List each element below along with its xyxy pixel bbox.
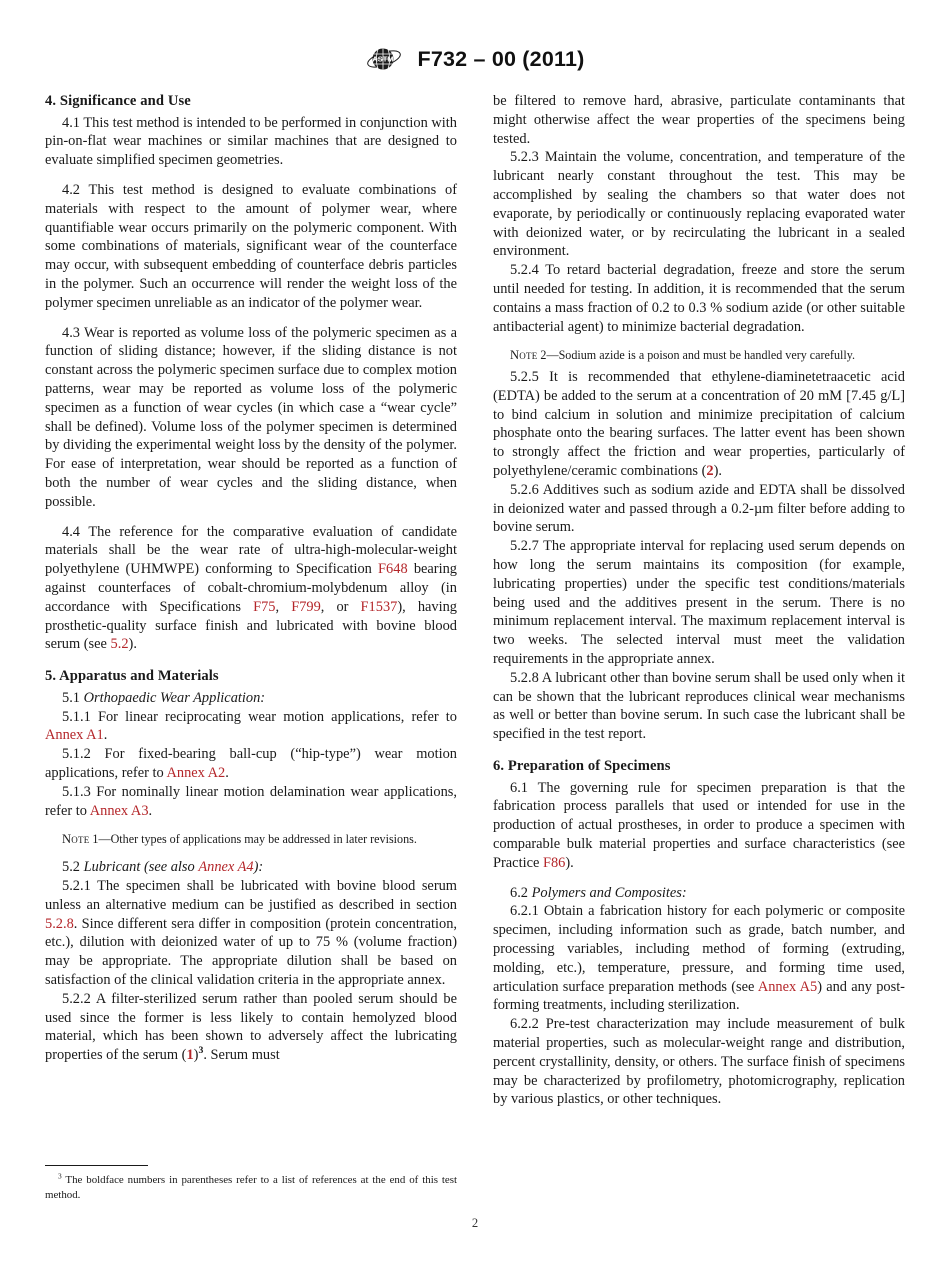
link-section-5-2-8[interactable]: 5.2.8 — [45, 915, 74, 932]
right-column — [493, 92, 905, 1202]
paragraph-text: . Serum must — [203, 1047, 280, 1064]
section-heading-4: 4. Significance and Use — [45, 93, 191, 109]
link-spec-f1537[interactable]: F1537 — [360, 598, 398, 615]
paragraph-number: 5.1.1 — [62, 708, 91, 725]
paragraph-4-2 — [45, 181, 457, 313]
paragraph-number: 5.2.6 — [510, 481, 539, 498]
paragraph-number: 5.1.2 — [62, 746, 91, 763]
paragraph-5-2-5 — [493, 368, 905, 481]
paragraph-text: The appropriate interval for replacing used serum depends on how long the serum maintains its composition (for example, lubricating properties) under the specific test conditions/materials being used and the additives present in the serum. There is no minimum replacement interval. The maximum replacement interval is two weeks. The selected interval must meet the validation requirements in the appropriate annex. — [493, 538, 905, 668]
link-reference-2[interactable]: 2 — [706, 463, 714, 480]
subsection-title: Orthopaedic Wear Application: — [83, 689, 266, 706]
svg-text:ASTM: ASTM — [371, 54, 394, 64]
paragraph-4-1 — [45, 114, 457, 170]
note-number: 1 — [92, 832, 99, 847]
paragraph-number: 4.3 — [62, 324, 80, 341]
note-label: Note — [62, 832, 90, 847]
paragraph-text: . Since different sera differ in composition (protein concentration, etc.), dilution with deionized water of up to 75 % (volume fraction) may be appropriate. The appropriate dilution shall be based on satisfaction of the clinical validation criteria in the appropriate annex. — [45, 915, 457, 988]
note-1 — [45, 831, 457, 848]
paragraph-5-2-3 — [493, 148, 905, 261]
paragraph-5-1 — [45, 689, 457, 708]
paragraph-6-2 — [493, 884, 905, 903]
paragraph-number: 5.2.8 — [510, 669, 539, 686]
paragraph-5-2-1 — [45, 877, 457, 990]
punct: . — [103, 727, 108, 744]
paragraph-4-3 — [45, 324, 457, 512]
link-annex-a2[interactable]: Annex A2 — [166, 765, 226, 782]
link-annex-a4[interactable]: Annex A4 — [198, 859, 254, 876]
body-columns — [45, 92, 905, 1202]
punct: , — [275, 598, 280, 615]
link-practice-f86[interactable]: F86 — [542, 854, 566, 871]
paragraph-number: 5.2.1 — [62, 877, 91, 894]
punct: . — [225, 765, 229, 782]
paragraph-number: 6.2.2 — [510, 1016, 539, 1033]
paragraph-5-1-3 — [45, 783, 457, 821]
paragraph-number: 5.2.2 — [62, 990, 91, 1007]
paragraph-number: 5.2.5 — [510, 369, 539, 386]
punct: ): — [253, 859, 264, 876]
paragraph-6-1 — [493, 779, 905, 873]
link-annex-a1[interactable]: Annex A1 — [45, 727, 104, 744]
paragraph-text: Wear is reported as volume loss of the polymeric specimen as a function of sliding distance; however, if the sliding distance is not constant across the polymeric specimen surface due to complex motion patterns, wear may be reported as volume loss of the polymeric specimen as a function of wear cycles (in which case a “wear cycle” shall be defined). Volume loss of the polymer specimen is determined by dividing the experimental weight loss by the density of the polymer. For ease of interpretation, wear should be reported as a function of both the number of wear cycles and the sliding distance, when possible. — [45, 324, 457, 510]
paragraph-number: 6.2 — [510, 884, 528, 901]
link-reference-1[interactable]: 1 — [186, 1047, 194, 1064]
punct: ). — [565, 854, 574, 871]
punct: , or — [320, 598, 349, 615]
paragraph-5-1-2 — [45, 745, 457, 783]
note-text: —Other types of applications may be addressed in later revisions. — [98, 832, 417, 847]
paragraph-number: 5.2.7 — [510, 538, 539, 555]
paragraph-number: 6.2.1 — [510, 903, 539, 920]
paragraph-text: For nominally linear motion delamination wear applications, refer to — [45, 783, 457, 819]
paragraph-text: bearing against counterfaces of cobalt-chromium-molybdenum alloy (in accordance with Specifications — [45, 561, 457, 615]
paragraph-5-2 — [45, 858, 457, 877]
section-heading-5: 5. Apparatus and Materials — [45, 668, 219, 685]
link-spec-f799[interactable]: F799 — [291, 598, 321, 615]
footnote-marker-3: 3 — [198, 1045, 204, 1057]
footnote-number: 3 — [58, 1171, 62, 1181]
paragraph-text: ) and any post-forming treatments, including sterilization. — [493, 978, 905, 1014]
note-label: Note — [510, 348, 538, 363]
paragraph-5-2-7 — [493, 537, 905, 669]
paragraph-text: The governing rule for specimen preparation is that the fabrication process parallels that used or intended for use in the production of actual prostheses, in order to produce a specimen with comparable bulk material properties and surface characteristics (see Practice — [493, 779, 905, 871]
link-spec-f75[interactable]: F75 — [253, 598, 276, 615]
footnote-zone — [45, 1165, 457, 1202]
paragraph-number: 5.2.4 — [510, 262, 539, 279]
paragraph-number: 5.2.3 — [510, 149, 539, 166]
footnote-divider — [45, 1165, 148, 1166]
paragraph-text: A lubricant other than bovine serum shall be used only when it can be shown that the lubricant reproduces clinical wear mechanisms as well or better than bovine serum. In such case the lubricant shall be specified in the test report. — [493, 669, 905, 743]
paragraph-number: 5.1 — [62, 689, 80, 706]
paragraph-number: 4.1 — [62, 114, 80, 131]
punct: ). — [128, 636, 137, 653]
paragraph-4-4 — [45, 523, 457, 655]
paragraph-6-2-1 — [493, 902, 905, 1015]
footnote-text: The boldface numbers in parentheses refer to a list of references at the end of this test method. — [45, 1174, 457, 1201]
paragraph-number: 5.2 — [62, 859, 80, 876]
punct: ). — [713, 463, 722, 480]
link-section-5-2[interactable]: 5.2 — [110, 636, 129, 653]
paragraph-text: It is recommended that ethylene-diaminetetraacetic acid (EDTA) be added to the serum at a concentration of 20 mM [7.45 g/L] to bind calcium in solution and minimize precipitation of calcium phosphate onto the bearing surfaces. The latter event has been shown to strongly affect the friction and wear properties, particularly of polyethylene/ceramic combinations ( — [493, 369, 905, 480]
paragraph-text: A filter-sterilized serum rather than pooled serum should be used since the former is less likely to contain hemolyzed blood material, which has been shown to adversely affect the lubricating properties of the serum ( — [45, 990, 457, 1064]
paragraph-text: Pre-test characterization may include measurement of bulk material properties, such as molecular-weight range and distribution, percent crystallinity, density, or others. The surface finish of specimens may be characterized by profilometry, photomicrography, replication by various plastics, or other techniques. — [493, 1016, 905, 1108]
paragraph-text: This test method is intended to be performed in conjunction with pin-on-flat wear machines or similar machines that are designed to evaluate simplified specimen geometries. — [45, 114, 457, 169]
paragraph-text: For linear reciprocating wear motion applications, refer to — [97, 708, 457, 725]
paragraph-5-2-6 — [493, 481, 905, 537]
paragraph-number: 5.1.3 — [62, 783, 91, 800]
paragraph-text: Additives such as sodium azide and EDTA shall be dissolved in deionized water and passed through a 0.2-µm filter before adding to bovine serum. — [493, 481, 905, 536]
astm-globe-logo-icon — [366, 44, 404, 74]
paragraph-text: Obtain a fabrication history for each polymeric or composite specimen, including information such as grade, batch number, and processing variables, including method of forming (extruding, molding, etc.), temperature, pressure, and forming time used, articulation surface preparation methods (see — [493, 903, 905, 995]
link-annex-a3[interactable]: Annex A3 — [89, 802, 149, 819]
note-2 — [493, 347, 905, 364]
paragraph-text: Maintain the volume, concentration, and temperature of the lubricant nearly constant throughout the test. This may be accomplished by sealing the chambers so that water does not evaporate, by periodically or continuously replacing evaporated water with deionized water, or by recirculating the lubricant in a sealed environment. — [493, 149, 905, 260]
note-text: —Sodium azide is a poison and must be handled very carefully. — [546, 348, 856, 363]
paragraph-text: The specimen shall be lubricated with bovine blood serum unless an alternative medium can be justified as described in section — [45, 877, 458, 913]
paragraph-number: 6.1 — [510, 779, 528, 796]
footnote-3 — [45, 1173, 457, 1202]
paragraph-text: This test method is designed to evaluate combinations of materials with respect to the amount of polymer wear, where quantifiable wear occurs primarily on the polymeric component. With some combinations of materials, significant wear of the counterface may occur, with subsequent embedding of counterface debris particles in the polymer. Such an occurrence will render the weight loss of the polymer specimen unreliable as an indicator of the polymer wear. — [45, 182, 457, 311]
paragraph-5-2-4 — [493, 261, 905, 336]
paragraph-text: The reference for the comparative evaluation of candidate materials shall be the wear rate of ultra-high-molecular-weight polyethylene (UHMWPE) conforming to Specification — [45, 523, 457, 578]
left-column — [45, 92, 457, 1202]
note-number: 2 — [540, 348, 547, 363]
section-heading-6: 6. Preparation of Specimens — [493, 758, 671, 775]
paragraph-text: ), having prosthetic-quality surface finish and lubricated with bovine blood serum (see — [45, 598, 457, 653]
punct: . — [148, 802, 153, 819]
paragraph-5-1-1 — [45, 708, 457, 746]
page-number: 2 — [471, 1216, 479, 1230]
paragraph-text: For fixed-bearing ball-cup (“hip-type”) wear motion applications, refer to — [45, 746, 457, 782]
subsection-title: Polymers and Composites: — [531, 884, 687, 901]
paragraph-number: 4.4 — [62, 523, 80, 540]
paragraph-5-2-8 — [493, 669, 905, 744]
link-spec-f648[interactable]: F648 — [378, 561, 408, 578]
page-header — [0, 44, 950, 74]
paragraph-5-2-2 — [45, 990, 457, 1065]
document-designation: F732 – 00 (2011) — [417, 46, 585, 71]
paragraph-number: 4.2 — [62, 182, 80, 199]
paragraph-5-2-2-continued: be filtered to remove hard, abrasive, particulate contaminants that might otherwise affect the wear properties of the specimens being tested. — [493, 93, 905, 147]
paragraph-6-2-2 — [493, 1015, 905, 1109]
paragraph-text: To retard bacterial degradation, freeze and store the serum until needed for testing. In addition, it is recommended that the serum contains a mass fraction of 0.2 to 0.3 % sodium azide (or other suitable antibacterial agent) to minimize bacterial degradation. — [493, 262, 905, 335]
link-annex-a5[interactable]: Annex A5 — [757, 978, 818, 995]
subsection-title: Lubricant (see also — [83, 859, 195, 876]
punct: ) — [193, 1047, 199, 1064]
